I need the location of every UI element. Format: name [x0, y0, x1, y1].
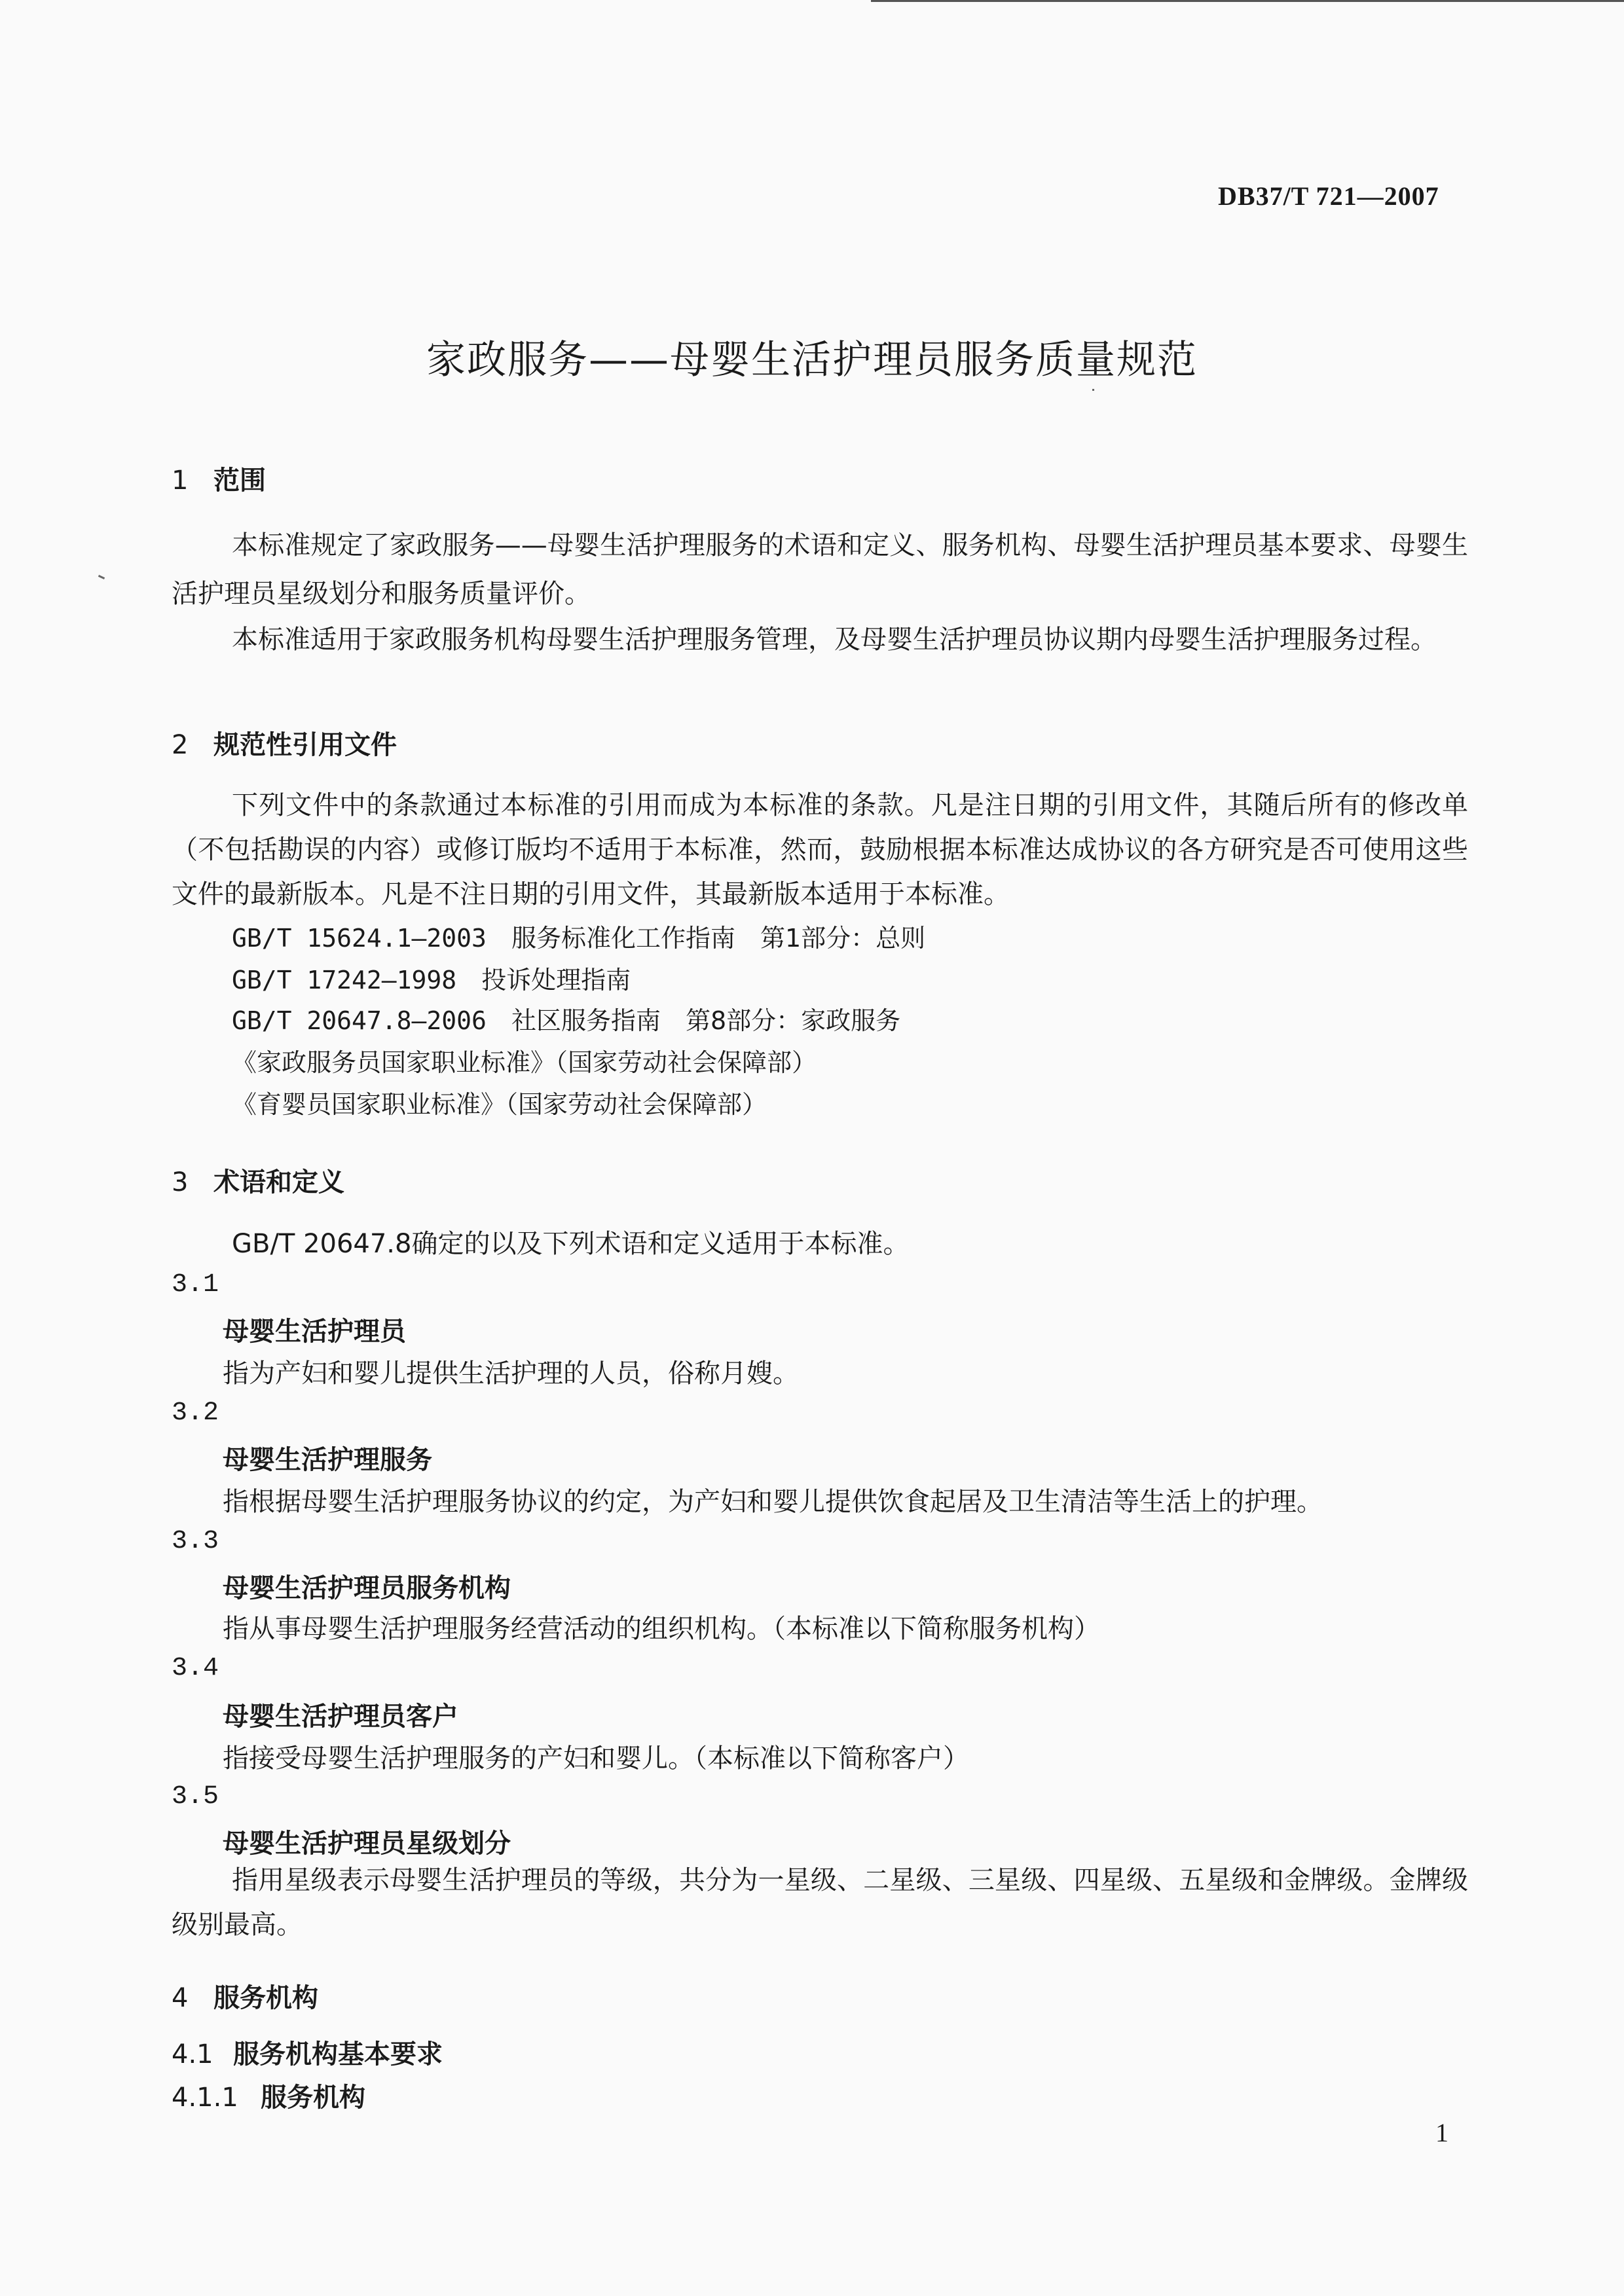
section-2-heading — [172, 724, 397, 761]
term-number: 3.3 — [172, 1527, 219, 1556]
section-1-heading — [172, 460, 266, 497]
reference-name: 服务标准化工作指南 第1部分：总则 — [511, 924, 926, 953]
reference-item — [232, 960, 631, 996]
reference-item — [232, 1084, 767, 1120]
section-2-paragraph: 下列文件中的条款通过本标准的引用而成为本标准的条款。凡是注日期的引用文件，其随后所有的修改单（不包括勘误的内容）或修订版均不适用于本标准，然而，鼓励根据本标准达成协议的各方研究是否可使用这些文件的最新版本。凡是不注日期的引用文件，其最新版本适用于本标准。 — [172, 790, 1468, 909]
term-number: 3.2 — [172, 1398, 219, 1428]
section-3-heading — [172, 1161, 344, 1199]
top-border-line — [871, 0, 1624, 2]
term-title: 母婴生活护理员客户 — [223, 1702, 458, 1732]
term-number: 3.5 — [172, 1782, 219, 1812]
section-number: 4.1.1 — [172, 2083, 238, 2113]
reference-item — [232, 1000, 900, 1036]
page-title: 家政服务——母婴生活护理员服务质量规范 — [426, 337, 1198, 383]
section-title: 服务机构基本要求 — [233, 2039, 443, 2069]
section-4-heading — [172, 1977, 318, 2014]
term-definition: 指为产妇和婴儿提供生活护理的人员，俗称月嫂。 — [223, 1358, 799, 1389]
section-3-intro: GB/T 20647.8确定的以及下列术语和定义适用于本标准。 — [232, 1229, 910, 1259]
term-definition: 指接受母婴生活护理服务的产妇和婴儿。（本标准以下简称客户） — [223, 1743, 969, 1774]
reference-name: 社区服务指南 第8部分：家政服务 — [511, 1006, 901, 1035]
section-title: 规范性引用文件 — [213, 730, 397, 760]
section-number: 4 — [172, 1983, 189, 2013]
page-number: 1 — [1435, 2118, 1449, 2147]
section-number: 4.1 — [172, 2039, 213, 2069]
document-number: DB37/T 721—2007 — [1218, 181, 1439, 211]
reference-code: GB/T 15624.1—2003 — [232, 924, 487, 953]
reference-name: 投诉处理指南 — [481, 966, 631, 994]
section-number: 3 — [172, 1167, 189, 1197]
reference-item — [232, 918, 925, 954]
section-title: 范围 — [213, 465, 266, 496]
term-title: 母婴生活护理员星级划分 — [223, 1829, 511, 1859]
term-title: 母婴生活护理服务 — [223, 1445, 432, 1475]
section-title: 服务机构 — [261, 2083, 365, 2113]
term-number: 3.1 — [172, 1270, 219, 1300]
reference-code: GB/T 17242—1998 — [232, 966, 457, 994]
term-title: 母婴生活护理员服务机构 — [223, 1573, 511, 1603]
reference-name: 《育婴员国家职业标准》（国家劳动社会保障部） — [232, 1090, 767, 1119]
section-1-paragraph-2: 本标准适用于家政服务机构母婴生活护理服务管理，及母婴生活护理员协议期内母婴生活护理服务过程。 — [232, 625, 1437, 655]
section-4-1-heading — [172, 2033, 443, 2071]
reference-item — [232, 1042, 817, 1078]
term-definition: 指用星级表示母婴生活护理员的等级，共分为一星级、二星级、三星级、四星级、五星级和金牌级。金牌级级别最高。 — [172, 1865, 1468, 1940]
term-definition: 指根据母婴生活护理服务协议的约定，为产妇和婴儿提供饮食起居及卫生清洁等生活上的护理。 — [223, 1487, 1323, 1517]
section-4-1-1-heading — [172, 2077, 365, 2114]
scan-speck — [1092, 389, 1094, 391]
term-title: 母婴生活护理员 — [223, 1317, 406, 1347]
term-number: 3.4 — [172, 1654, 219, 1683]
term-definition: 指从事母婴生活护理服务经营活动的组织机构。（本标准以下简称服务机构） — [223, 1614, 1100, 1644]
section-title: 术语和定义 — [213, 1167, 344, 1197]
section-number: 2 — [172, 730, 189, 760]
reference-code: GB/T 20647.8—2006 — [232, 1006, 487, 1035]
section-number: 1 — [172, 465, 189, 496]
reference-name: 《家政服务员国家职业标准》（国家劳动社会保障部） — [232, 1048, 817, 1077]
section-title: 服务机构 — [213, 1983, 318, 2013]
scan-speck — [98, 575, 105, 579]
section-1-paragraph-1: 本标准规定了家政服务——母婴生活护理服务的术语和定义、服务机构、母婴生活护理员基本要求、母婴生活护理员星级划分和服务质量评价。 — [172, 530, 1468, 609]
